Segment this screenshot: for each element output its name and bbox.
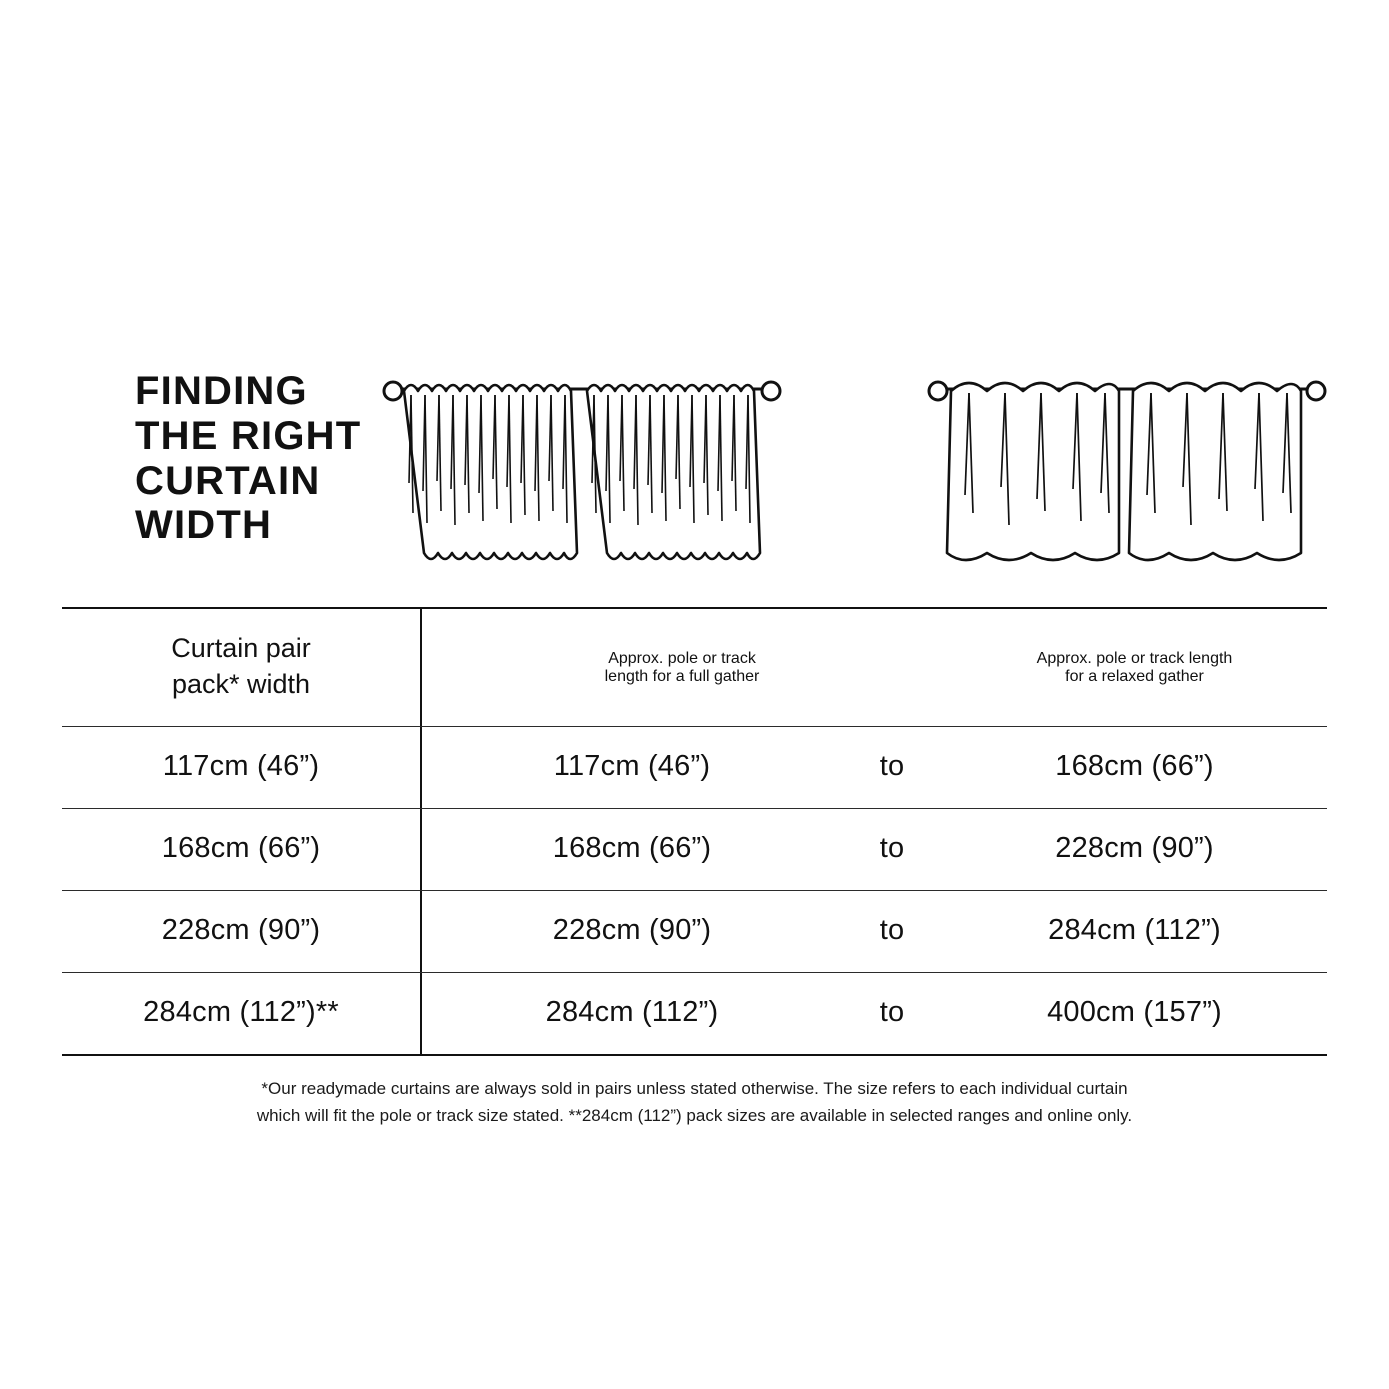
footnote-line-2: which will fit the pole or track size stated. **284cm (112”) pack sizes are available in selected ranges and online only. — [256, 1105, 1133, 1125]
infographic-content — [62, 355, 1327, 1129]
header-cell-relaxed-gather — [942, 650, 1327, 686]
header-pack-width-line-1: Curtain pair — [171, 633, 311, 663]
cell-pack-width: 117cm (46”) — [62, 727, 422, 808]
header-pack-width-line-2: pack* width — [171, 668, 311, 699]
cell-full-gather: 228cm (90”) — [552, 914, 712, 947]
page-title-line-1: FINDING — [135, 369, 308, 413]
header-cell-pack-width — [62, 609, 422, 726]
cell-connector: to — [879, 832, 905, 865]
cell-pack-width: 228cm (90”) — [62, 891, 422, 972]
full-gather-curtain-illustration — [382, 363, 782, 578]
cell-pack-width: 168cm (66”) — [62, 809, 422, 890]
header-cells-gather — [422, 609, 1327, 726]
footnote — [62, 1076, 1327, 1129]
header-cell-full-gather — [422, 650, 942, 686]
table-row — [62, 891, 1327, 973]
footnote-line-1: *Our readymade curtains are always sold in pairs unless stated otherwise. The size refers to each individual curtain — [261, 1079, 1128, 1099]
cell-full-gather: 117cm (46”) — [553, 750, 711, 783]
relaxed-gather-curtain-illustration — [927, 363, 1327, 578]
illustrations-group — [362, 355, 1327, 578]
table-header-row — [62, 609, 1327, 727]
page-title — [62, 355, 362, 548]
header-row — [62, 355, 1327, 607]
cell-relaxed-gather: 168cm (66”) — [1055, 750, 1214, 783]
cell-pack-width: 284cm (112”)** — [62, 973, 422, 1054]
table-row — [62, 973, 1327, 1056]
table-row — [62, 727, 1327, 809]
cell-connector: to — [879, 996, 905, 1029]
cell-relaxed-gather: 228cm (90”) — [1055, 832, 1214, 865]
page-title-line-3: CURTAIN — [135, 458, 321, 503]
header-relaxed-gather-line-2: for a relaxed gather — [1065, 667, 1204, 685]
cell-connector: to — [879, 750, 905, 783]
cell-full-gather: 168cm (66”) — [552, 832, 712, 865]
curtain-width-table — [62, 607, 1327, 1056]
cell-relaxed-gather: 400cm (157”) — [1047, 996, 1222, 1029]
cell-relaxed-gather: 284cm (112”) — [1048, 914, 1221, 947]
table-row — [62, 809, 1327, 891]
cell-full-gather: 284cm (112”) — [545, 996, 719, 1029]
header-relaxed-gather-line-1: Approx. pole or track length — [1036, 649, 1233, 667]
page-title-line-2: THE RIGHT — [135, 413, 362, 458]
header-full-gather-line-2: length for a full gather — [604, 667, 760, 685]
page-title-line-4: WIDTH — [135, 503, 273, 548]
cell-connector: to — [879, 914, 905, 947]
header-full-gather-line-1: Approx. pole or track — [608, 649, 756, 667]
